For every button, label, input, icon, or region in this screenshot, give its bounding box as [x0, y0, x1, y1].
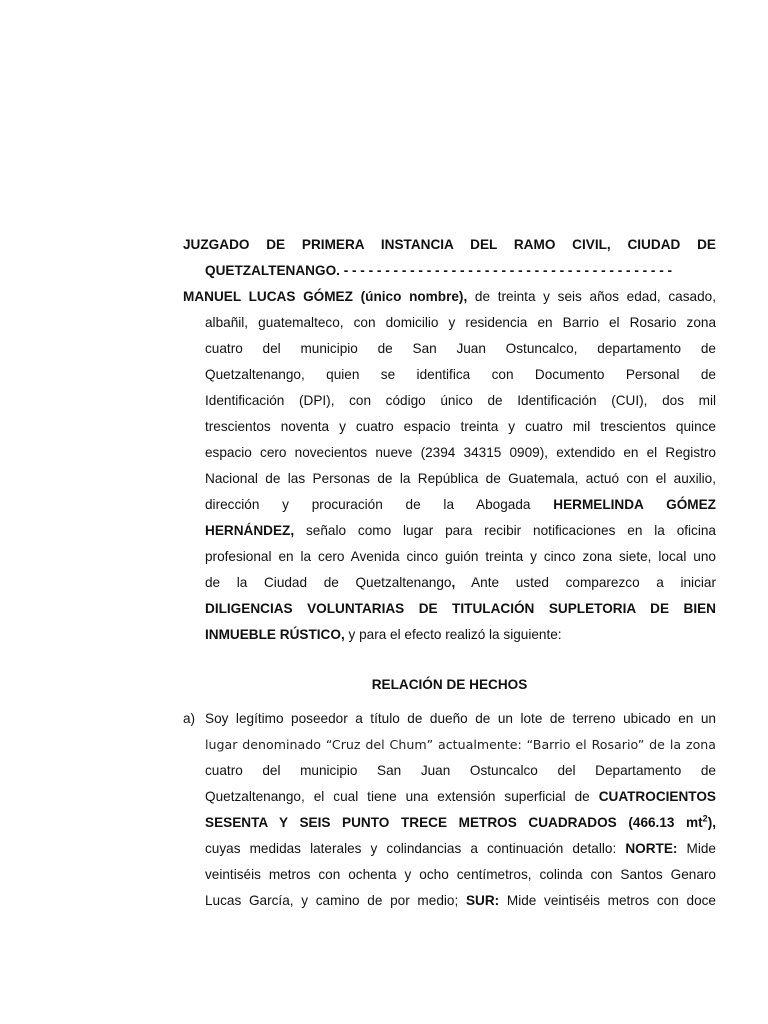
intro-line-3: [205, 340, 716, 358]
fact-a-line-6: [205, 840, 716, 858]
intro-line-7: [205, 444, 716, 462]
boundary-north: NORTE:: [625, 841, 678, 856]
superscript: 2: [702, 813, 708, 824]
fact-a-line-7: [205, 866, 716, 884]
intro-text: trescientos noventa y cuatro espacio treinta y cuatro mil trescientos quince: [205, 419, 716, 434]
applicant-name-note: (único nombre),: [352, 289, 468, 304]
intro-line-9: [205, 496, 716, 514]
intro-line-1: [183, 288, 716, 306]
intro-text: señalo como lugar para recibir notificaciones en la oficina: [294, 523, 716, 538]
intro-line-2: [205, 314, 716, 332]
fact-text: veintiséis metros con ochenta y ocho centímetros, colinda con Santos Genaro: [205, 867, 716, 882]
court-heading-city: QUETZALTENANGO. - - - - - - - - - - - - - - - - - - - - - - - - - - - - - - - - - - - - - - - -: [205, 263, 673, 278]
fact-text: cuyas medidas laterales y colindancias a continuación detallo:: [205, 841, 626, 856]
intro-text: Nacional de las Personas de la República de Guatemala, actuó con el auxilio,: [205, 471, 716, 486]
area-words: CUATROCIENTOS: [598, 789, 716, 804]
fact-a-line-5: [205, 814, 716, 832]
fact-text: cuatro del municipio San Juan Ostuncalco del Departamento de: [205, 763, 716, 778]
procedure-title: DILIGENCIAS VOLUNTARIAS DE TITULACIÓN SUPLETORIA DE BIEN: [205, 601, 716, 616]
intro-text: de la Ciudad de Quetzaltenango: [205, 575, 452, 590]
fact-text: Mide veintiséis metros con doce: [499, 893, 716, 908]
area-words: SESENTA Y SEIS PUNTO TRECE METROS CUADRADOS (466.13 mt: [205, 815, 703, 830]
intro-text: dirección y procuración de la Abogada: [205, 497, 554, 512]
fact-a-line-2: [205, 736, 716, 754]
area-close: ),: [707, 815, 716, 830]
section-title-text: RELACIÓN DE HECHOS: [371, 677, 528, 692]
fact-text: Mide: [677, 841, 716, 856]
intro-line-8: [205, 470, 716, 488]
boundary-south: SUR:: [465, 893, 500, 908]
intro-line-6: [205, 418, 716, 436]
applicant-name: MANUEL LUCAS GÓMEZ: [183, 289, 353, 304]
lawyer-name: HERMELINDA GÓMEZ: [553, 497, 716, 512]
fact-text: Lucas García, y camino de por medio;: [205, 893, 466, 908]
fact-text: Soy legítimo poseedor a título de dueño de un lote de terreno ubicado en un: [205, 711, 716, 726]
intro-line-10: [205, 522, 716, 540]
list-marker: a): [183, 711, 196, 726]
intro-line-11: [205, 548, 716, 566]
fact-a-line-3: [205, 762, 716, 780]
intro-line-4: [205, 366, 716, 384]
intro-line-5: [205, 392, 716, 410]
intro-comma: ,: [451, 575, 456, 590]
intro-line-14: [205, 626, 562, 644]
court-heading-line-1: [183, 236, 716, 254]
fact-text: lugar denominado “Cruz del Chum” actualmente: “Barrio el Rosario” de la zona: [205, 737, 716, 752]
section-title: [183, 676, 716, 694]
court-heading-text: JUZGADO DE PRIMERA INSTANCIA DEL RAMO CIVIL, CIUDAD DE: [183, 237, 716, 252]
lawyer-surname: HERNÁNDEZ,: [205, 523, 295, 538]
fact-a-line-8: [205, 892, 716, 910]
fact-a-line-4: [205, 788, 716, 806]
court-heading-line-2: [205, 262, 672, 280]
intro-text: y para el efecto realizó la siguiente:: [344, 627, 562, 642]
intro-text: Identificación (DPI), con código único de Identificación (CUI), dos mil: [205, 393, 716, 408]
intro-line-13: [205, 600, 716, 618]
fact-a-line-1: [205, 710, 716, 728]
fact-a-marker: [183, 710, 195, 728]
intro-text: de treinta y seis años edad, casado,: [467, 289, 716, 304]
intro-text: albañil, guatemalteco, con domicilio y residencia en Barrio el Rosario zona: [205, 315, 716, 330]
intro-text: Quetzaltenango, quien se identifica con Documento Personal de: [205, 367, 716, 382]
intro-text: cuatro del municipio de San Juan Ostuncalco, departamento de: [205, 341, 716, 356]
fact-text: Quetzaltenango, el cual tiene una extensión superficial de: [205, 789, 599, 804]
procedure-title-end: INMUEBLE RÚSTICO,: [205, 627, 345, 642]
intro-line-12: [205, 574, 716, 592]
intro-text: Ante usted comparezco a iniciar: [455, 575, 716, 590]
intro-text: profesional en la cero Avenida cinco guión treinta y cinco zona siete, local uno: [205, 549, 716, 564]
intro-text: espacio cero novecientos nueve (2394 34315 0909), extendido en el Registro: [205, 445, 716, 460]
